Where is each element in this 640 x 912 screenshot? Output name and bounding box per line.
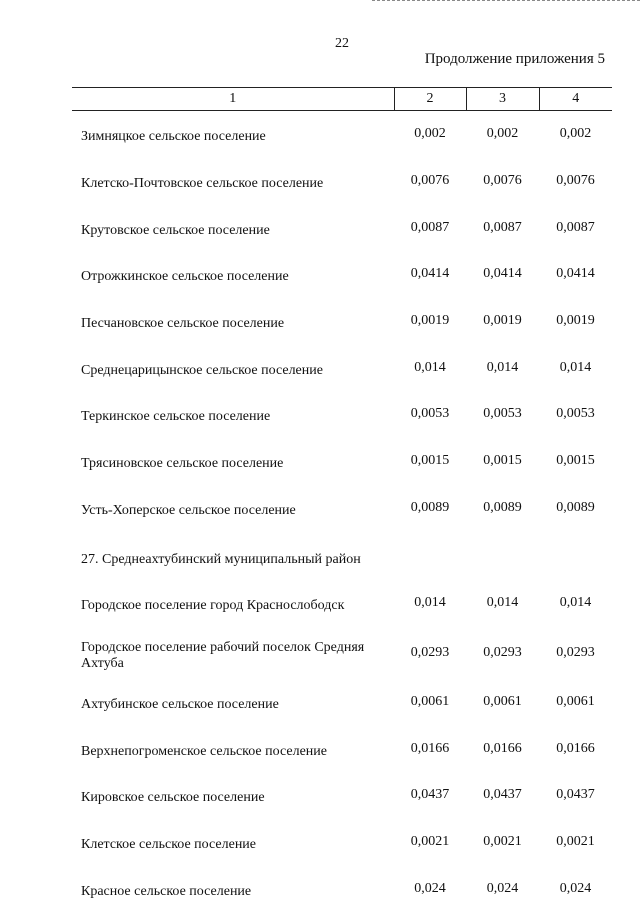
- table-row: [72, 438, 612, 485]
- table-row: [72, 819, 612, 866]
- value-col-4: 0,0076: [539, 158, 612, 205]
- table-header: [72, 88, 612, 111]
- table-row: [72, 627, 612, 679]
- settlement-name: Клетско-Почтовское сельское поселение: [72, 158, 394, 205]
- settlement-name: Верхнепогроменское сельское поселение: [72, 725, 394, 772]
- value-col-3: 0,0437: [466, 772, 539, 819]
- settlement-name: Красное сельское поселение: [72, 865, 394, 912]
- value-col-4: 0,0414: [539, 251, 612, 298]
- value-col-3: 0,0076: [466, 158, 539, 205]
- value-col-2: 0,024: [394, 865, 466, 912]
- value-col-3: 0,024: [466, 865, 539, 912]
- table-row: [72, 204, 612, 251]
- value-col-3: 0,014: [466, 580, 539, 627]
- settlement-name: Трясиновское сельское поселение: [72, 438, 394, 485]
- value-col-2: 0,014: [394, 344, 466, 391]
- scan-edge-marks: [372, 0, 640, 7]
- settlement-name: Теркинское сельское поселение: [72, 391, 394, 438]
- column-header-3: 3: [466, 88, 539, 111]
- value-col-2: 0,014: [394, 580, 466, 627]
- value-col-4: 0,0053: [539, 391, 612, 438]
- value-col-4: 0,014: [539, 344, 612, 391]
- settlement-name: Городское поселение город Краснослободск: [72, 580, 394, 627]
- allocation-table: [72, 87, 612, 912]
- value-col-4: 0,0021: [539, 819, 612, 866]
- value-col-2: 0,002: [394, 111, 466, 158]
- table-row: [72, 344, 612, 391]
- value-col-3: 0,0053: [466, 391, 539, 438]
- value-col-3: 0,0061: [466, 679, 539, 726]
- value-col-4: 0,014: [539, 580, 612, 627]
- value-col-2: 0,0437: [394, 772, 466, 819]
- value-col-4: 0,0166: [539, 725, 612, 772]
- value-col-3: 0,0087: [466, 204, 539, 251]
- table-row: [72, 111, 612, 158]
- settlement-name: Ахтубинское сельское поселение: [72, 679, 394, 726]
- value-col-4: 0,0019: [539, 298, 612, 345]
- settlement-name: Среднецарицынское сельское поселение: [72, 344, 394, 391]
- value-col-2: 0,0087: [394, 204, 466, 251]
- value-col-2: 0,0061: [394, 679, 466, 726]
- value-col-3: 0,0293: [466, 627, 539, 679]
- settlement-name: Кировское сельское поселение: [72, 772, 394, 819]
- value-col-2: 0,0019: [394, 298, 466, 345]
- value-col-4: 0,0293: [539, 627, 612, 679]
- value-col-2: 0,0293: [394, 627, 466, 679]
- value-col-3: 0,0021: [466, 819, 539, 866]
- value-col-4: 0,0015: [539, 438, 612, 485]
- column-header-1: 1: [72, 88, 394, 111]
- table-row: [72, 158, 612, 205]
- settlement-name: Отрожкинское сельское поселение: [72, 251, 394, 298]
- value-col-3: 0,0089: [466, 485, 539, 532]
- table-row: [72, 772, 612, 819]
- table-row: [72, 679, 612, 726]
- settlement-name: Крутовское сельское поселение: [72, 204, 394, 251]
- value-col-3: 0,0166: [466, 725, 539, 772]
- district-heading: 27. Среднеахтубинский муниципальный район: [72, 531, 612, 580]
- table-row: [72, 580, 612, 627]
- value-col-4: 0,0061: [539, 679, 612, 726]
- page-number: 22: [0, 36, 640, 52]
- value-col-3: 0,014: [466, 344, 539, 391]
- settlement-name: Клетское сельское поселение: [72, 819, 394, 866]
- value-col-4: 0,002: [539, 111, 612, 158]
- group-heading-row: [72, 531, 612, 580]
- value-col-2: 0,0021: [394, 819, 466, 866]
- value-col-2: 0,0053: [394, 391, 466, 438]
- settlement-name: Зимняцкое сельское поселение: [72, 111, 394, 158]
- value-col-2: 0,0414: [394, 251, 466, 298]
- column-header-4: 4: [539, 88, 612, 111]
- value-col-3: 0,0414: [466, 251, 539, 298]
- column-header-2: 2: [394, 88, 466, 111]
- value-col-2: 0,0089: [394, 485, 466, 532]
- value-col-3: 0,0019: [466, 298, 539, 345]
- value-col-4: 0,024: [539, 865, 612, 912]
- continuation-note: Продолжение приложения 5: [425, 51, 605, 68]
- settlement-name: Городское поселение рабочий поселок Средняя Ахтуба: [72, 627, 394, 679]
- table-row: [72, 485, 612, 532]
- settlement-name: Усть-Хоперское сельское поселение: [72, 485, 394, 532]
- table-row: [72, 391, 612, 438]
- value-col-4: 0,0437: [539, 772, 612, 819]
- value-col-4: 0,0087: [539, 204, 612, 251]
- value-col-4: 0,0089: [539, 485, 612, 532]
- value-col-3: 0,002: [466, 111, 539, 158]
- value-col-2: 0,0015: [394, 438, 466, 485]
- settlement-name: Песчановское сельское поселение: [72, 298, 394, 345]
- table-body: [72, 111, 612, 912]
- value-col-2: 0,0166: [394, 725, 466, 772]
- value-col-3: 0,0015: [466, 438, 539, 485]
- table-row: [72, 251, 612, 298]
- value-col-2: 0,0076: [394, 158, 466, 205]
- table-row: [72, 298, 612, 345]
- table-row: [72, 725, 612, 772]
